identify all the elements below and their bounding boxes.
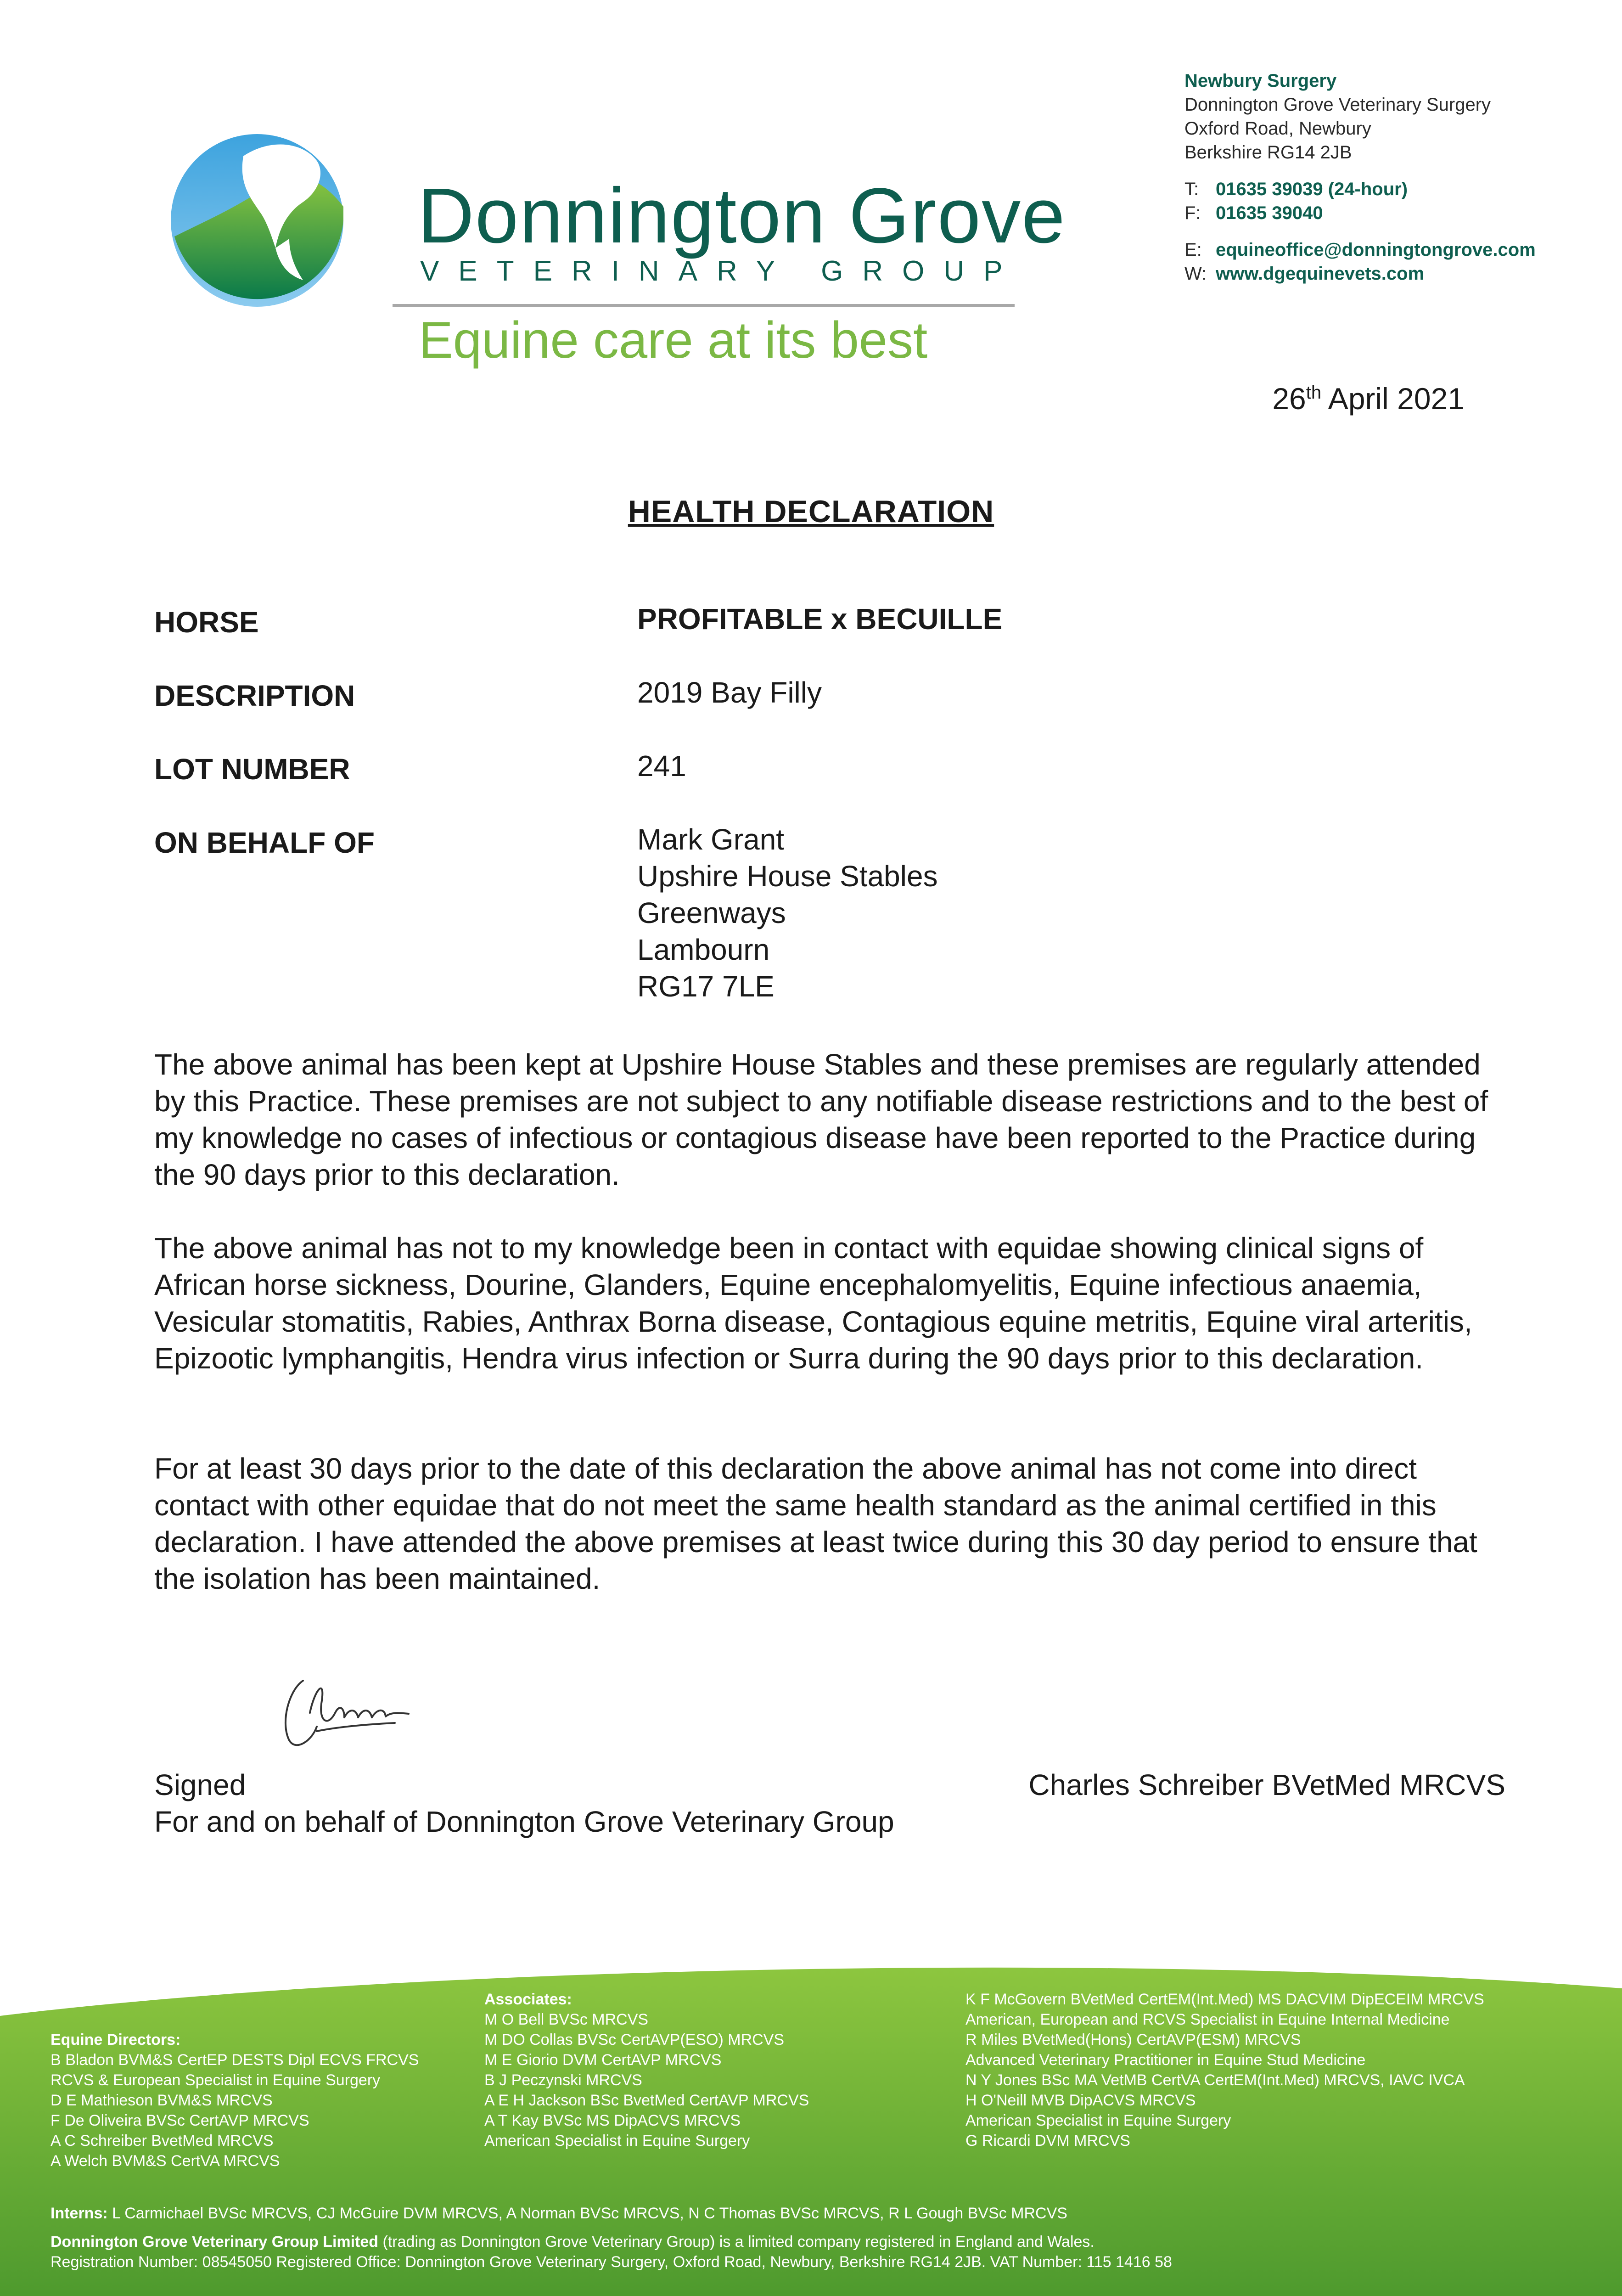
associate-line: K F McGovern BVetMed CertEM(Int.Med) MS DACVIM DipECEIM MRCVS [965, 1991, 1484, 2008]
on-behalf-of-address [637, 821, 938, 1005]
description-label: DESCRIPTION [154, 679, 355, 712]
horse-label: HORSE [154, 606, 259, 639]
registration-line: Registration Number: 08545050 Registered Office: Donnington Grove Veterinary Surgery, Oxford Road, Newbury, Berkshire RG14 2JB. VAT Number: 115 1416 58 [51, 2253, 1172, 2271]
director-line: B Bladon BVM&S CertEP DESTS Dipl ECVS FRCVS [51, 2051, 419, 2069]
associate-line: N Y Jones BSc MA VetMB CertVA CertEM(Int.Med) MRCVS, IAVC IVCA [965, 2071, 1465, 2089]
document-title: HEALTH DECLARATION [628, 494, 994, 529]
associate-line: A E H Jackson BSc BvetMed CertAVP MRCVS [484, 2092, 809, 2109]
brand-divider [393, 304, 1015, 307]
associates-heading: Associates: [484, 1991, 572, 2008]
associate-line: Advanced Veterinary Practitioner in Equine Stud Medicine [965, 2051, 1366, 2069]
fax-number: 01635 39040 [1216, 203, 1323, 223]
interns-heading: Interns: [51, 2205, 108, 2222]
website-link[interactable]: www.dgequinevets.com [1216, 264, 1425, 284]
description-value: 2019 Bay Filly [637, 676, 822, 709]
interns-list: L Carmichael BVSc MRCVS, CJ McGuire DVM MRCVS, A Norman BVSc MRCVS, N C Thomas BVSc MRCVS, R L Gough BVSc MRCVS [112, 2205, 1067, 2222]
email-link[interactable]: equineoffice@donningtongrove.com [1216, 240, 1536, 260]
horse-head-circle-logo [165, 129, 349, 312]
tel-label: T: [1184, 179, 1199, 199]
address-line: Upshire House Stables [637, 860, 938, 893]
on-behalf-text: For and on behalf of Donnington Grove Veterinary Group [154, 1805, 894, 1838]
date-day: 26 [1272, 382, 1306, 416]
brand-subtitle: VETERINARY GROUP [420, 255, 1022, 287]
company-name: Donnington Grove Veterinary Group Limited [51, 2233, 379, 2251]
lot-number-label: LOT NUMBER [154, 753, 350, 786]
handwritten-signature [271, 1662, 413, 1759]
tel-number: 01635 39039 (24-hour) [1216, 179, 1408, 199]
director-line: A C Schreiber BvetMed MRCVS [51, 2132, 274, 2150]
associate-line: M O Bell BVSc MRCVS [484, 2011, 649, 2028]
company-text: (trading as Donnington Grove Veterinary Group) is a limited company registered in England and Wales. [382, 2233, 1094, 2251]
declaration-paragraph: The above animal has been kept at Upshire House Stables and these premises are regularly attended by this Practice. These premises are not subject to any notifiable disease restrictions and to the best of my knowledge no cases of infectious or contagious disease have been reported to the Practice during the 90 days prior to this declaration. [154, 1048, 1488, 1191]
director-line: D E Mathieson BVM&S MRCVS [51, 2092, 273, 2109]
signed-label: Signed [154, 1768, 246, 1801]
associate-line: H O'Neill MVB DipACVS MRCVS [965, 2092, 1196, 2109]
director-line: F De Oliveira BVSc CertAVP MRCVS [51, 2112, 309, 2129]
brand-tagline: Equine care at its best [419, 311, 928, 369]
director-line: RCVS & European Specialist in Equine Surgery [51, 2071, 381, 2089]
associate-line: American Specialist in Equine Surgery [484, 2132, 750, 2150]
address-line: Donnington Grove Veterinary Surgery [1184, 95, 1491, 115]
document-date [1272, 381, 1465, 416]
associate-line: A T Kay BVSc MS DipACVS MRCVS [484, 2112, 741, 2129]
declaration-paragraph: The above animal has not to my knowledge been in contact with equidae showing clinical signs of African horse sickness, Dourine, Glanders, Equine encephalomyelitis, Equine infectious anaemia, Vesicular stomatitis, Rabies, Anthrax Borna disease, Contagious equine metritis, Equine viral arteritis, Epizootic lymphangitis, Hendra virus infection or Surra during the 90 days prior to this declaration. [154, 1232, 1472, 1375]
date-rest: April 2021 [1328, 382, 1465, 416]
interns-line [51, 2203, 1067, 2223]
associates-block [484, 1989, 809, 2151]
director-line: A Welch BVM&S CertVA MRCVS [51, 2152, 280, 2170]
signatory-name: Charles Schreiber BVetMed MRCVS [1028, 1768, 1505, 1801]
horse-value: PROFITABLE x BECUILLE [637, 602, 1003, 636]
directors-block [51, 2030, 419, 2171]
associate-line: G Ricardi DVM MRCVS [965, 2132, 1130, 2150]
associate-line: American Specialist in Equine Surgery [965, 2112, 1231, 2129]
company-info [51, 2232, 1172, 2272]
directors-heading: Equine Directors: [51, 2031, 181, 2048]
address-line: Mark Grant [637, 823, 785, 856]
contact-block [1184, 69, 1536, 286]
brand-name: Donnington Grove [418, 172, 1066, 259]
associate-line: M E Giorio DVM CertAVP MRCVS [484, 2051, 722, 2069]
declaration-paragraph: For at least 30 days prior to the date of this declaration the above animal has not come into direct contact with other equidae that do not meet the same health standard as the animal certified in this declaration. I have attended the above premises at least twice during this 30 day period to ensure that the isolation has been maintained. [154, 1452, 1477, 1595]
associate-line: M DO Collas BVSc CertAVP(ESO) MRCVS [484, 2031, 785, 2048]
address-line: Greenways [637, 896, 786, 929]
address-line: RG17 7LE [637, 970, 775, 1003]
associate-line: American, European and RCVS Specialist in Equine Internal Medicine [965, 2011, 1450, 2028]
email-label: E: [1184, 240, 1202, 260]
on-behalf-of-label: ON BEHALF OF [154, 826, 375, 859]
date-suffix: th [1306, 383, 1322, 403]
associate-line: R Miles BVetMed(Hons) CertAVP(ESM) MRCVS [965, 2031, 1301, 2048]
address-line: Berkshire RG14 2JB [1184, 142, 1352, 163]
lot-number-value: 241 [637, 749, 686, 782]
associate-line: B J Peczynski MRCVS [484, 2071, 642, 2089]
fax-label: F: [1184, 203, 1201, 223]
address-line: Lambourn [637, 933, 770, 966]
address-line: Oxford Road, Newbury [1184, 118, 1371, 139]
web-label: W: [1184, 264, 1207, 284]
surgery-name: Newbury Surgery [1184, 71, 1337, 91]
associates-block-2 [965, 1989, 1484, 2151]
